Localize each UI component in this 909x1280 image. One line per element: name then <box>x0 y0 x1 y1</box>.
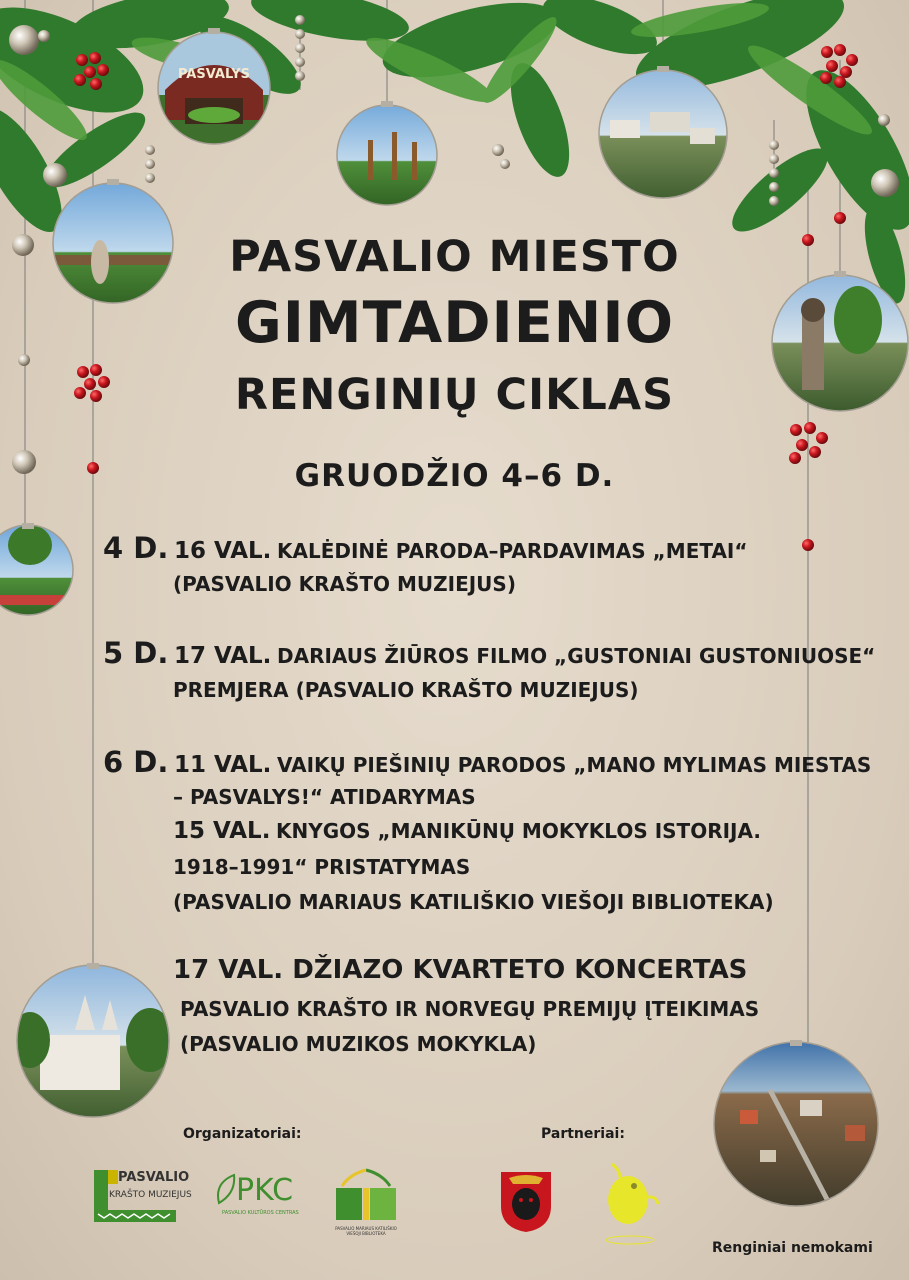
event-day6-time1: 11 VAL. <box>173 752 272 778</box>
museum-logo-text-a: PASVALIO <box>118 1170 190 1185</box>
partners-label: Partneriai: <box>541 1126 625 1142</box>
museum-logo <box>94 1170 192 1222</box>
event-venue3: (PASVALIO MUZIKOS MOKYKLA) <box>180 1032 537 1056</box>
museum-logo-text-b: KRAŠTO MUZIEJUS <box>109 1190 192 1200</box>
partner-bird-logo <box>598 1160 662 1246</box>
date-range: GRUODŽIO 4–6 D. <box>294 458 615 494</box>
event-day5-venue: PREMJERA (PASVALIO KRAŠTO MUZIEJUS) <box>173 678 639 702</box>
title-line-2: GIMTADIENIO <box>234 290 675 356</box>
event-award: PASVALIO KRAŠTO IR NORVEGŲ PREMIJŲ ĮTEIKIMAS <box>180 997 760 1021</box>
event-day5-time: 17 VAL. <box>173 643 272 669</box>
pkc-logo <box>214 1173 300 1221</box>
free-note: Renginiai nemokami <box>712 1240 873 1256</box>
event-day6-day: 6 D. <box>103 745 169 779</box>
title-line-3: RENGINIŲ CIKLAS <box>234 370 675 420</box>
event-day6-title2a: KNYGOS „MANIKŪNŲ MOKYKLOS ISTORIJA. <box>276 819 761 843</box>
event-concert: 17 VAL. DŽIAZO KVARTETO KONCERTAS <box>173 955 748 985</box>
event-day6-title2b: 1918–1991“ PRISTATYMAS <box>173 855 471 879</box>
library-book-icon <box>330 1166 402 1224</box>
event-day5-title: DARIAUS ŽIŪROS FILMO „GUSTONIAI GUSTONIUOSE“ <box>276 644 876 668</box>
event-day4-venue: (PASVALIO KRAŠTO MUZIEJUS) <box>173 572 516 596</box>
event-day6-line <box>103 745 871 779</box>
event-day6-venue2: (PASVALIO MARIAUS KATILIŠKIO VIEŠOJI BIBLIOTEKA) <box>173 890 774 914</box>
event-day4-time: 16 VAL. <box>173 538 272 564</box>
event-day5-day: 5 D. <box>103 636 169 670</box>
event-day4-title: KALĖDINĖ PARODA–PARDAVIMAS „METAI“ <box>276 539 748 563</box>
ornament-town-sign-text: PASVALYS <box>177 67 251 82</box>
event-day5-line <box>103 636 875 670</box>
pkc-logo-text: PKC <box>236 1173 294 1208</box>
event-day6-time2: 15 VAL. <box>173 818 271 844</box>
organizers-label: Organizatoriai: <box>183 1126 302 1142</box>
coat-of-arms-icon <box>499 1170 553 1234</box>
bird-icon <box>598 1160 662 1246</box>
coat-of-arms <box>499 1170 553 1234</box>
event-day6-line2 <box>173 818 761 844</box>
event-day6-title1a: VAIKŲ PIEŠINIŲ PARODOS „MANO MYLIMAS MIESTAS <box>276 753 872 777</box>
event-day4-line <box>103 531 748 565</box>
pkc-logo-sub: PASVALIO KULTŪROS CENTRAS <box>222 1210 299 1216</box>
title-line-1: PASVALIO MIESTO <box>229 232 680 282</box>
event-day6-title1b: – PASVALYS!“ ATIDARYMAS <box>173 785 476 809</box>
library-logo <box>330 1166 402 1238</box>
event-day4-day: 4 D. <box>103 531 169 565</box>
library-logo-sub: PASVALIO MARIAUS KATILIŠKIO VIEŠOJI BIBLIOTEKA <box>335 1226 397 1236</box>
